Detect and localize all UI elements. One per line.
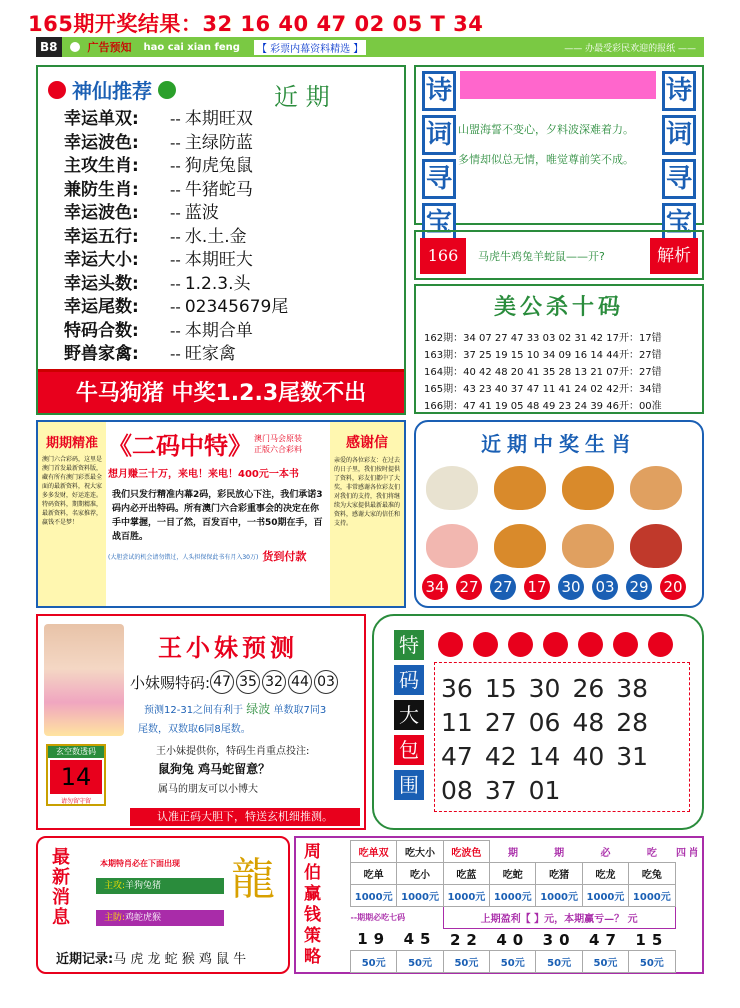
zodiac-title: 近期中奖生肖	[481, 432, 637, 456]
red-ball-icon	[543, 632, 568, 657]
strategy-char: 周	[304, 842, 321, 862]
news-record	[56, 948, 246, 967]
strategy-amount-cell: 1000元	[443, 885, 489, 907]
shenxian-row	[64, 107, 288, 131]
strategy-head-cell: 吃单双	[351, 841, 397, 863]
poem-char: 诗	[422, 71, 456, 111]
erma-left	[38, 422, 106, 606]
red-ball-icon	[473, 632, 498, 657]
strategy-amount-cell: 1000元	[536, 885, 582, 907]
sheep-icon	[426, 466, 478, 510]
special-char: 特	[394, 630, 424, 660]
recent-label: 近 期	[274, 83, 330, 111]
erma-slogan: 想月赚三十万，来电！来电！400元一本书	[108, 469, 299, 480]
special-number: 11	[441, 707, 473, 737]
wang-nums-row	[130, 670, 340, 694]
page-code: B8	[36, 37, 62, 57]
zodiac-number-row	[422, 574, 694, 600]
defend-label: 主防:	[104, 913, 126, 923]
special-char: 码	[394, 665, 424, 695]
shenxian-row	[64, 178, 288, 202]
special-number: 30	[528, 673, 561, 703]
special-number: 36	[441, 673, 473, 703]
zodiac-number-ball: 17	[524, 574, 550, 600]
strategy-foot-cell: 50元	[629, 951, 675, 973]
zodiac-panel	[414, 420, 704, 608]
poem-pink-block	[460, 71, 656, 99]
xuankong-num: 14	[50, 760, 102, 794]
shenxian-value: 02345679尾	[184, 297, 289, 317]
special-number: 15	[484, 673, 517, 703]
shenxian-value: 本期合单	[184, 320, 253, 341]
shenxian-value: 1.2.3.头	[184, 273, 251, 294]
erma-right-title: 感谢信	[346, 435, 388, 451]
special-number: 31	[616, 741, 649, 771]
strategy-bet-cell: 吃蓝	[443, 863, 489, 885]
kill-row: 164期：40 42 48 20 41 35 28 13 21 07开：27错	[424, 367, 662, 378]
red-dot-icon	[48, 81, 66, 99]
pig-icon	[426, 524, 478, 568]
wang-text1c: 单数取7同3	[273, 705, 327, 716]
strategy-num-row	[351, 929, 700, 951]
shenxian-dash: --	[170, 345, 181, 363]
special-char: 围	[394, 770, 424, 800]
kill-rows	[424, 330, 662, 415]
shenxian-key: 幸运单双:	[64, 109, 139, 129]
news-title: 本期特肖必在下面出现	[100, 859, 180, 868]
shenxian-key: 幸运尾数:	[64, 297, 139, 317]
strategy-number: 45	[403, 930, 437, 949]
shenxian-key: 兼防生肖:	[64, 179, 139, 200]
news-defend	[96, 910, 224, 926]
wang-number-ball: 35	[236, 670, 260, 694]
green-dot-icon	[158, 81, 176, 99]
wang-number-ball: 47	[210, 670, 234, 694]
shenxian-value: 主绿防蓝	[184, 132, 253, 153]
wang-number-ball: 32	[262, 670, 286, 694]
erma-left-text: 澳门六合彩码，这里是澳门首发最新资料版，藏有所有澳门彩票最全面的最新资料，祝大家多多发财，好运连连。特码资料，期期精准，最新资料，名家推荐，赢钱不是梦！	[42, 456, 103, 526]
wang-text1a: 预测12-31之间有利于	[144, 705, 244, 716]
rooster-icon	[630, 524, 682, 568]
shenxian-key: 幸运波色:	[64, 203, 139, 223]
strategy-note-row	[351, 907, 700, 929]
shenxian-dash: --	[170, 298, 181, 316]
poem-answer-panel	[414, 230, 704, 301]
slogan: —— 办最受彩民欢迎的报纸 ——	[564, 43, 696, 54]
special-row	[435, 671, 654, 705]
shenxian-key: 特码合数:	[64, 320, 139, 341]
strategy-head-cell: 期	[508, 847, 518, 859]
red-ball-icon	[613, 632, 638, 657]
shenxian-key: 野兽家禽:	[64, 344, 139, 364]
strategy-char: 伯	[304, 863, 321, 883]
shenxian-row	[64, 272, 288, 296]
erma-left-title: 期期精准	[45, 436, 98, 451]
wang-text1	[144, 700, 326, 717]
special-number: 48	[572, 707, 605, 737]
poem-char: 宝	[422, 203, 456, 243]
shenxian-dash: --	[170, 274, 181, 293]
special-number: 28	[616, 707, 649, 737]
xuankong-box	[46, 744, 106, 806]
strategy-number: 22	[449, 930, 483, 949]
poem-period: 166期	[420, 238, 466, 274]
strategy-char: 赢	[304, 884, 321, 904]
special-char: 包	[394, 735, 424, 765]
strategy-table	[350, 840, 700, 973]
news-char: 消	[52, 887, 70, 908]
strategy-amount-cell: 1000元	[629, 885, 675, 907]
strategy-panel	[294, 836, 704, 974]
red-ball-icon	[508, 632, 533, 657]
strategy-bet-cell: 吃小	[397, 863, 443, 885]
news-char: 新	[52, 867, 70, 888]
pinyin-label: hao cai xian feng	[143, 41, 240, 53]
strategy-note-right: 上期盈利【 】元，本期赢亏—？ 元	[443, 907, 675, 929]
wang-text2: 尾数，双数取6同8尾数。	[138, 724, 251, 735]
kill-row: 165期：43 23 40 37 47 11 41 24 02 42开：34错	[424, 384, 662, 395]
strategy-head-row	[351, 841, 700, 863]
kill-row: 166期：47 41 19 05 48 49 23 24 39 46开：00准	[424, 401, 662, 412]
red-ball-icon	[578, 632, 603, 657]
wang-text3: 王小妹提供你，特码生肖重点投注:	[156, 746, 310, 757]
strategy-head-cell: 吃大小	[397, 841, 443, 863]
special-grid	[434, 662, 690, 812]
wang-foot: 认准正码大胆下，特送玄机细推测。	[130, 808, 360, 826]
shenxian-value: 本期旺双	[184, 109, 253, 129]
strategy-amount-cell: 1000元	[582, 885, 628, 907]
shenxian-key: 幸运大小:	[64, 250, 139, 270]
strategy-bet-cell: 吃蛇	[490, 863, 536, 885]
special-number: 08	[441, 775, 473, 805]
shenxian-list	[64, 107, 288, 366]
kill-row: 162期：34 07 27 47 33 03 02 31 42 17开：17错	[424, 333, 662, 344]
strategy-bet-cell: 吃猪	[536, 863, 582, 885]
strategy-head-cell: 吃波色	[443, 841, 489, 863]
lottery-result-headline: 165期开奖结果：32 16 40 47 02 05 T 34	[28, 12, 484, 36]
special-number: 14	[528, 741, 561, 771]
xuankong-foot: 请勿留守留	[60, 798, 91, 805]
special-row	[435, 773, 654, 807]
erma-panel	[36, 420, 406, 608]
ad-label: 广告预知	[87, 41, 132, 54]
strategy-foot-cell: 50元	[536, 951, 582, 973]
shenxian-value: 狗虎兔鼠	[184, 156, 253, 176]
special-panel	[372, 614, 704, 830]
shenxian-row	[64, 201, 288, 225]
special-char: 大	[394, 700, 424, 730]
red-ball-icon	[648, 632, 673, 657]
poem-line-2: 多情却似总无情，唯觉尊前笑不成。	[458, 153, 634, 166]
strategy-foot-row	[351, 951, 700, 973]
shenxian-dash: --	[170, 251, 181, 269]
zodiac-number-ball: 30	[558, 574, 584, 600]
strategy-note-left: --期期必吃七码	[350, 913, 406, 923]
news-char: 最	[52, 847, 70, 868]
strategy-foot-cell: 50元	[443, 951, 489, 973]
strategy-amount-cell: 1000元	[397, 885, 443, 907]
erma-right	[330, 422, 404, 606]
special-number: 37	[484, 775, 517, 805]
record-value: 马 虎 龙 蛇 猴 鸡 鼠 牛	[113, 952, 247, 967]
strategy-foot-cell: 50元	[351, 951, 397, 973]
shenxian-row	[64, 131, 288, 155]
select-label: 【 彩票内幕资料精选 】	[254, 40, 366, 55]
erma-buy: 货到付款	[262, 550, 307, 563]
strategy-head-cell: 肖	[688, 848, 699, 859]
strategy-number: 30	[542, 930, 576, 949]
poem-answer: 马虎牛鸡兔羊蛇鼠——开?	[478, 250, 605, 263]
shenxian-dash: --	[170, 321, 181, 340]
shenxian-panel	[36, 65, 406, 415]
red-ball-icon	[438, 632, 463, 657]
shenxian-row	[64, 154, 288, 178]
special-number: 40	[572, 741, 605, 771]
poem-char: 词	[422, 115, 456, 155]
erma-side: 澳门马会原装正版六合彩料	[254, 433, 302, 454]
dragon-icon: 龍	[231, 854, 275, 905]
poem-char: 寻	[422, 159, 456, 199]
zodiac-number-ball: 27	[456, 574, 482, 600]
wang-label: 小妹赐特码:	[130, 673, 211, 692]
kill-ten-panel	[414, 284, 704, 414]
shenxian-dash: --	[170, 204, 181, 222]
shenxian-key: 幸运头数:	[64, 273, 139, 294]
defend-value: 鸡蛇虎猴	[125, 913, 162, 923]
shenxian-value: 牛猪蛇马	[184, 179, 253, 200]
poem-line-1: 山盟海誓不变心，夕料波深难着力。	[458, 123, 634, 136]
shenxian-key: 幸运波色:	[64, 132, 139, 153]
shenxian-value: 蓝波	[184, 203, 219, 223]
wang-text4: 鼠狗兔 鸡马蛇留意？	[158, 762, 271, 776]
special-number: 06	[528, 707, 561, 737]
zodiac-number-ball: 03	[592, 574, 618, 600]
tiger-icon	[562, 466, 614, 510]
poem-left-column	[422, 71, 456, 247]
poem-char: 宝	[662, 203, 696, 243]
news-char: 息	[52, 907, 70, 928]
poem-char: 词	[662, 115, 696, 155]
erma-center	[108, 422, 330, 606]
strategy-bet-cell: 吃兔	[629, 863, 675, 885]
xuankong-label: 玄空数透码	[48, 746, 104, 758]
wang-panel	[36, 614, 366, 830]
strategy-char: 策	[304, 926, 321, 946]
shenxian-banner: 牛马狗猪 中奖1.2.3尾数不出	[38, 369, 404, 413]
hamster-icon	[562, 524, 614, 568]
shenxian-row	[64, 342, 288, 366]
kill-title: 美公杀十码	[493, 295, 624, 320]
shenxian-value: 水.土.金	[184, 226, 247, 247]
kill-row: 163期：37 25 19 15 10 34 09 16 14 44开：27错	[424, 350, 662, 361]
strategy-number: 47	[589, 930, 622, 949]
wang-number-ball: 03	[314, 670, 338, 694]
shenxian-key: 幸运五行:	[64, 226, 139, 247]
attack-value: 羊狗兔猪	[125, 881, 162, 891]
shenxian-row	[64, 248, 288, 272]
shenxian-dash: --	[170, 227, 181, 246]
shenxian-title: 神仙推荐	[72, 79, 152, 103]
strategy-foot-cell: 50元	[490, 951, 536, 973]
zodiac-number-ball: 27	[490, 574, 516, 600]
strategy-amount-row	[351, 885, 700, 907]
news-panel	[36, 836, 290, 974]
bar-dot-icon	[70, 42, 80, 52]
shenxian-row	[64, 295, 288, 319]
shenxian-dash: --	[170, 157, 181, 175]
erma-note: (大胆尝试的机会请勿错过，人头担保保此书有月入30万)	[108, 553, 259, 561]
erma-title: 《二码中特》	[108, 432, 252, 460]
wang-title: 王小妹预测	[158, 634, 298, 662]
shenxian-value: 本期旺大	[184, 250, 253, 270]
news-vertical	[52, 848, 70, 928]
wang-text5: 属马的朋友可以小博大	[158, 784, 258, 795]
attack-label: 主攻:	[104, 881, 126, 891]
special-vertical	[394, 630, 424, 805]
strategy-foot-cell: 50元	[397, 951, 443, 973]
special-row	[435, 739, 654, 773]
strategy-head-cell: 四	[676, 848, 687, 859]
erma-right-text: 亲爱的各位彩友：在过去的日子里，我们按时提供了资料，彩友们都中了大奖，非常感谢各位彩友们对我们的支持，我们将继续为大家提供最新最准的资料，感谢大家的信任和支持。	[334, 457, 401, 527]
strategy-amount-cell: 1000元	[351, 885, 397, 907]
poem-char: 诗	[662, 71, 696, 111]
strategy-number: 19	[357, 930, 391, 949]
zodiac-number-ball: 20	[660, 574, 686, 600]
special-number: 47	[441, 741, 473, 771]
tiger-icon	[494, 466, 546, 510]
strategy-head-cell: 吃	[646, 847, 657, 859]
zodiac-number-ball: 34	[422, 574, 448, 600]
strategy-number: 40	[496, 930, 530, 949]
shenxian-dash: --	[170, 133, 181, 152]
shenxian-row	[64, 225, 288, 249]
special-number: 27	[484, 707, 517, 737]
poem-char: 寻	[662, 159, 696, 199]
hamster-icon	[630, 466, 682, 510]
news-attack	[96, 878, 224, 894]
strategy-foot-cell: 50元	[582, 951, 628, 973]
erma-body: 我们只发行精准内幕2码，彩民放心下注，我们承诺3码内必开出特码。所有澳门六合彩重事会的决定在你手中掌握，一目了然，百发百中，一书50期在手，百战百胜。	[112, 490, 323, 542]
header-bar	[36, 37, 704, 57]
shenxian-value: 旺家禽	[184, 344, 236, 364]
strategy-bet-row	[351, 863, 700, 885]
strategy-bet-cell: 吃单	[351, 863, 397, 885]
strategy-head-cell: 期	[554, 847, 565, 859]
strategy-amount-cell: 1000元	[490, 885, 536, 907]
record-label: 近期记录:	[56, 952, 114, 967]
strategy-char: 钱	[304, 905, 321, 925]
special-red-balls	[438, 632, 683, 657]
poem-panel	[414, 65, 704, 238]
strategy-vertical	[304, 842, 321, 968]
special-number: 38	[616, 673, 649, 703]
strategy-head-cell: 必	[600, 847, 611, 859]
special-number: 42	[484, 741, 517, 771]
shenxian-dash: --	[170, 110, 181, 128]
jiexi-label: 解析	[650, 238, 698, 274]
wang-text1b: 绿波	[246, 702, 271, 716]
special-row	[435, 705, 654, 739]
poem-right-column	[662, 71, 696, 247]
shenxian-key: 主攻生肖:	[64, 156, 139, 176]
strategy-bet-cell: 吃龙	[582, 863, 628, 885]
tiger-icon	[494, 524, 546, 568]
zodiac-number-ball: 29	[626, 574, 652, 600]
strategy-number: 15	[635, 930, 669, 949]
shenxian-dash: --	[170, 180, 181, 199]
shenxian-row	[64, 319, 288, 343]
wang-number-ball: 44	[288, 670, 312, 694]
special-number: 26	[572, 673, 605, 703]
girl-photo	[44, 624, 124, 736]
strategy-char: 略	[304, 947, 321, 967]
special-number: 01	[528, 775, 561, 805]
